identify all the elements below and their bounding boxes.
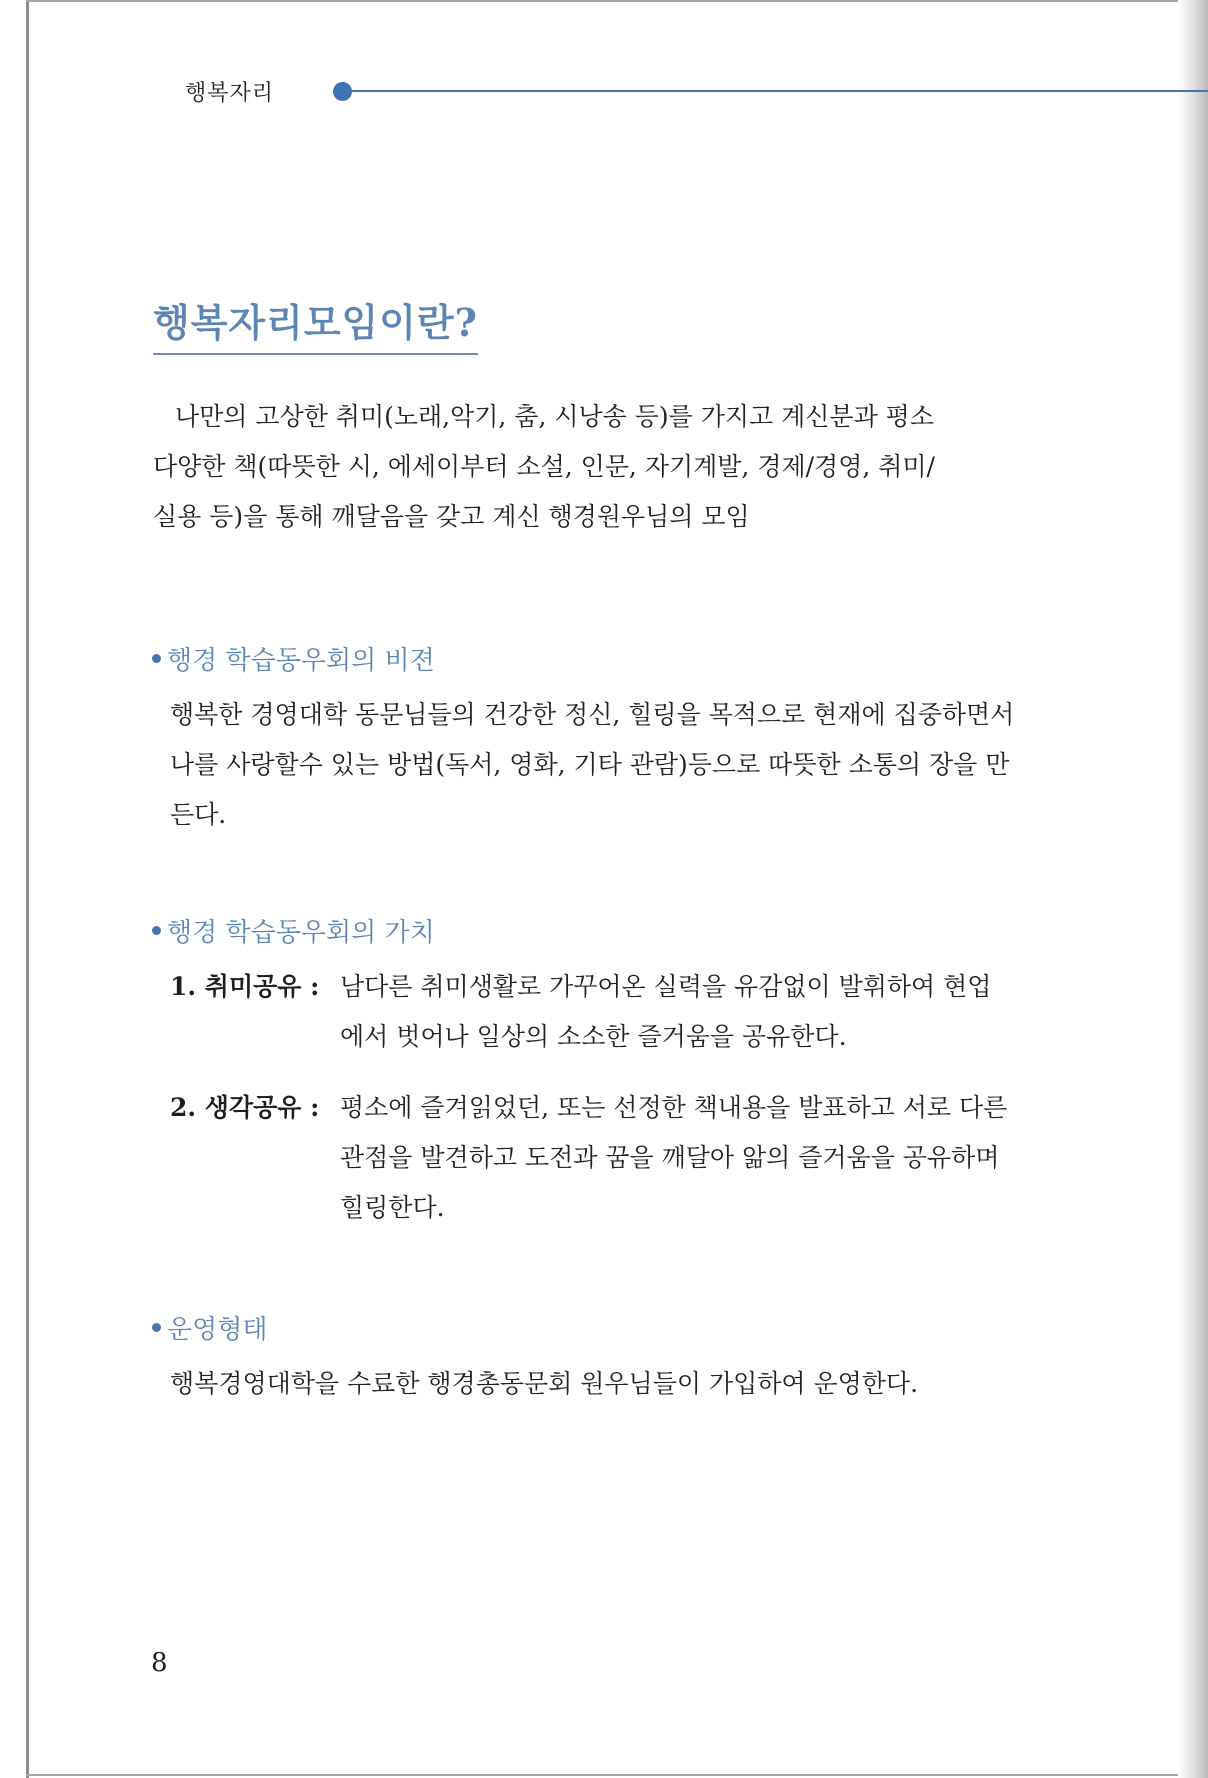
value-line: 에서 벗어나 일상의 소소한 즐거움을 공유한다.	[340, 1022, 847, 1051]
page-title: 행복자리모임이란?	[153, 292, 478, 355]
vision-line: 행복한 경영대학 동문님들의 건강한 정신, 힐링을 목적으로 현재에 집중하면서	[170, 700, 1015, 729]
header-rule	[345, 90, 1208, 92]
value-line: 평소에 즐겨읽었던, 또는 선정한 책내용을 발표하고 서로 다른	[340, 1093, 1008, 1122]
value-item-thought	[170, 1083, 1030, 1233]
running-header-title: 행복자리	[185, 81, 275, 106]
intro-line: 나만의 고상한 취미(노래,악기, 춤, 시낭송 등)를 가지고 계신분과 평소	[175, 402, 934, 431]
section-heading-values	[152, 912, 435, 949]
bullet-icon	[152, 1323, 161, 1332]
vision-paragraph	[170, 690, 1020, 840]
section-heading-text: 행경 학습동우회의 가치	[167, 918, 435, 948]
value-line: 힐링한다.	[340, 1193, 445, 1222]
section-heading-vision	[152, 640, 435, 677]
intro-line: 다양한 책(따뜻한 시, 에세이부터 소설, 인문, 자기계발, 경제/경영, 취미/	[153, 452, 935, 481]
page-bottom-edge	[26, 1774, 1186, 1776]
bullet-icon	[152, 926, 161, 935]
operation-paragraph	[170, 1359, 1020, 1409]
page-number: 8	[151, 1648, 168, 1678]
page-left-edge	[26, 0, 29, 1778]
value-label: 1. 취미공유 :	[170, 972, 320, 1001]
intro-paragraph	[153, 392, 1013, 542]
value-line: 남다른 취미생활로 가꾸어온 실력을 유감없이 발휘하여 현업	[340, 972, 992, 1001]
section-heading-text: 행경 학습동우회의 비젼	[167, 646, 435, 676]
value-label: 2. 생각공유 :	[170, 1093, 320, 1122]
vision-line: 든다.	[170, 800, 227, 829]
bullet-icon	[152, 654, 161, 663]
value-item-hobby	[170, 962, 1030, 1062]
vision-line: 나를 사랑할수 있는 방법(독서, 영화, 기타 관람)등으로 따뜻한 소통의 장을 만	[170, 750, 1010, 779]
value-description	[340, 962, 1020, 1062]
page-top-edge	[26, 0, 1186, 2]
section-heading-operation	[152, 1309, 267, 1346]
operation-line: 행복경영대학을 수료한 행경총동문회 원우님들이 가입하여 운영한다.	[170, 1369, 919, 1398]
section-heading-text: 운영형태	[167, 1315, 268, 1345]
value-description	[340, 1083, 1020, 1233]
value-line: 관점을 발견하고 도전과 꿈을 깨달아 앎의 즐거움을 공유하며	[340, 1143, 1000, 1172]
intro-line: 실용 등)을 통해 깨달음을 갖고 계신 행경원우님의 모임	[153, 502, 750, 531]
page-gutter-shadow	[1178, 0, 1208, 1778]
